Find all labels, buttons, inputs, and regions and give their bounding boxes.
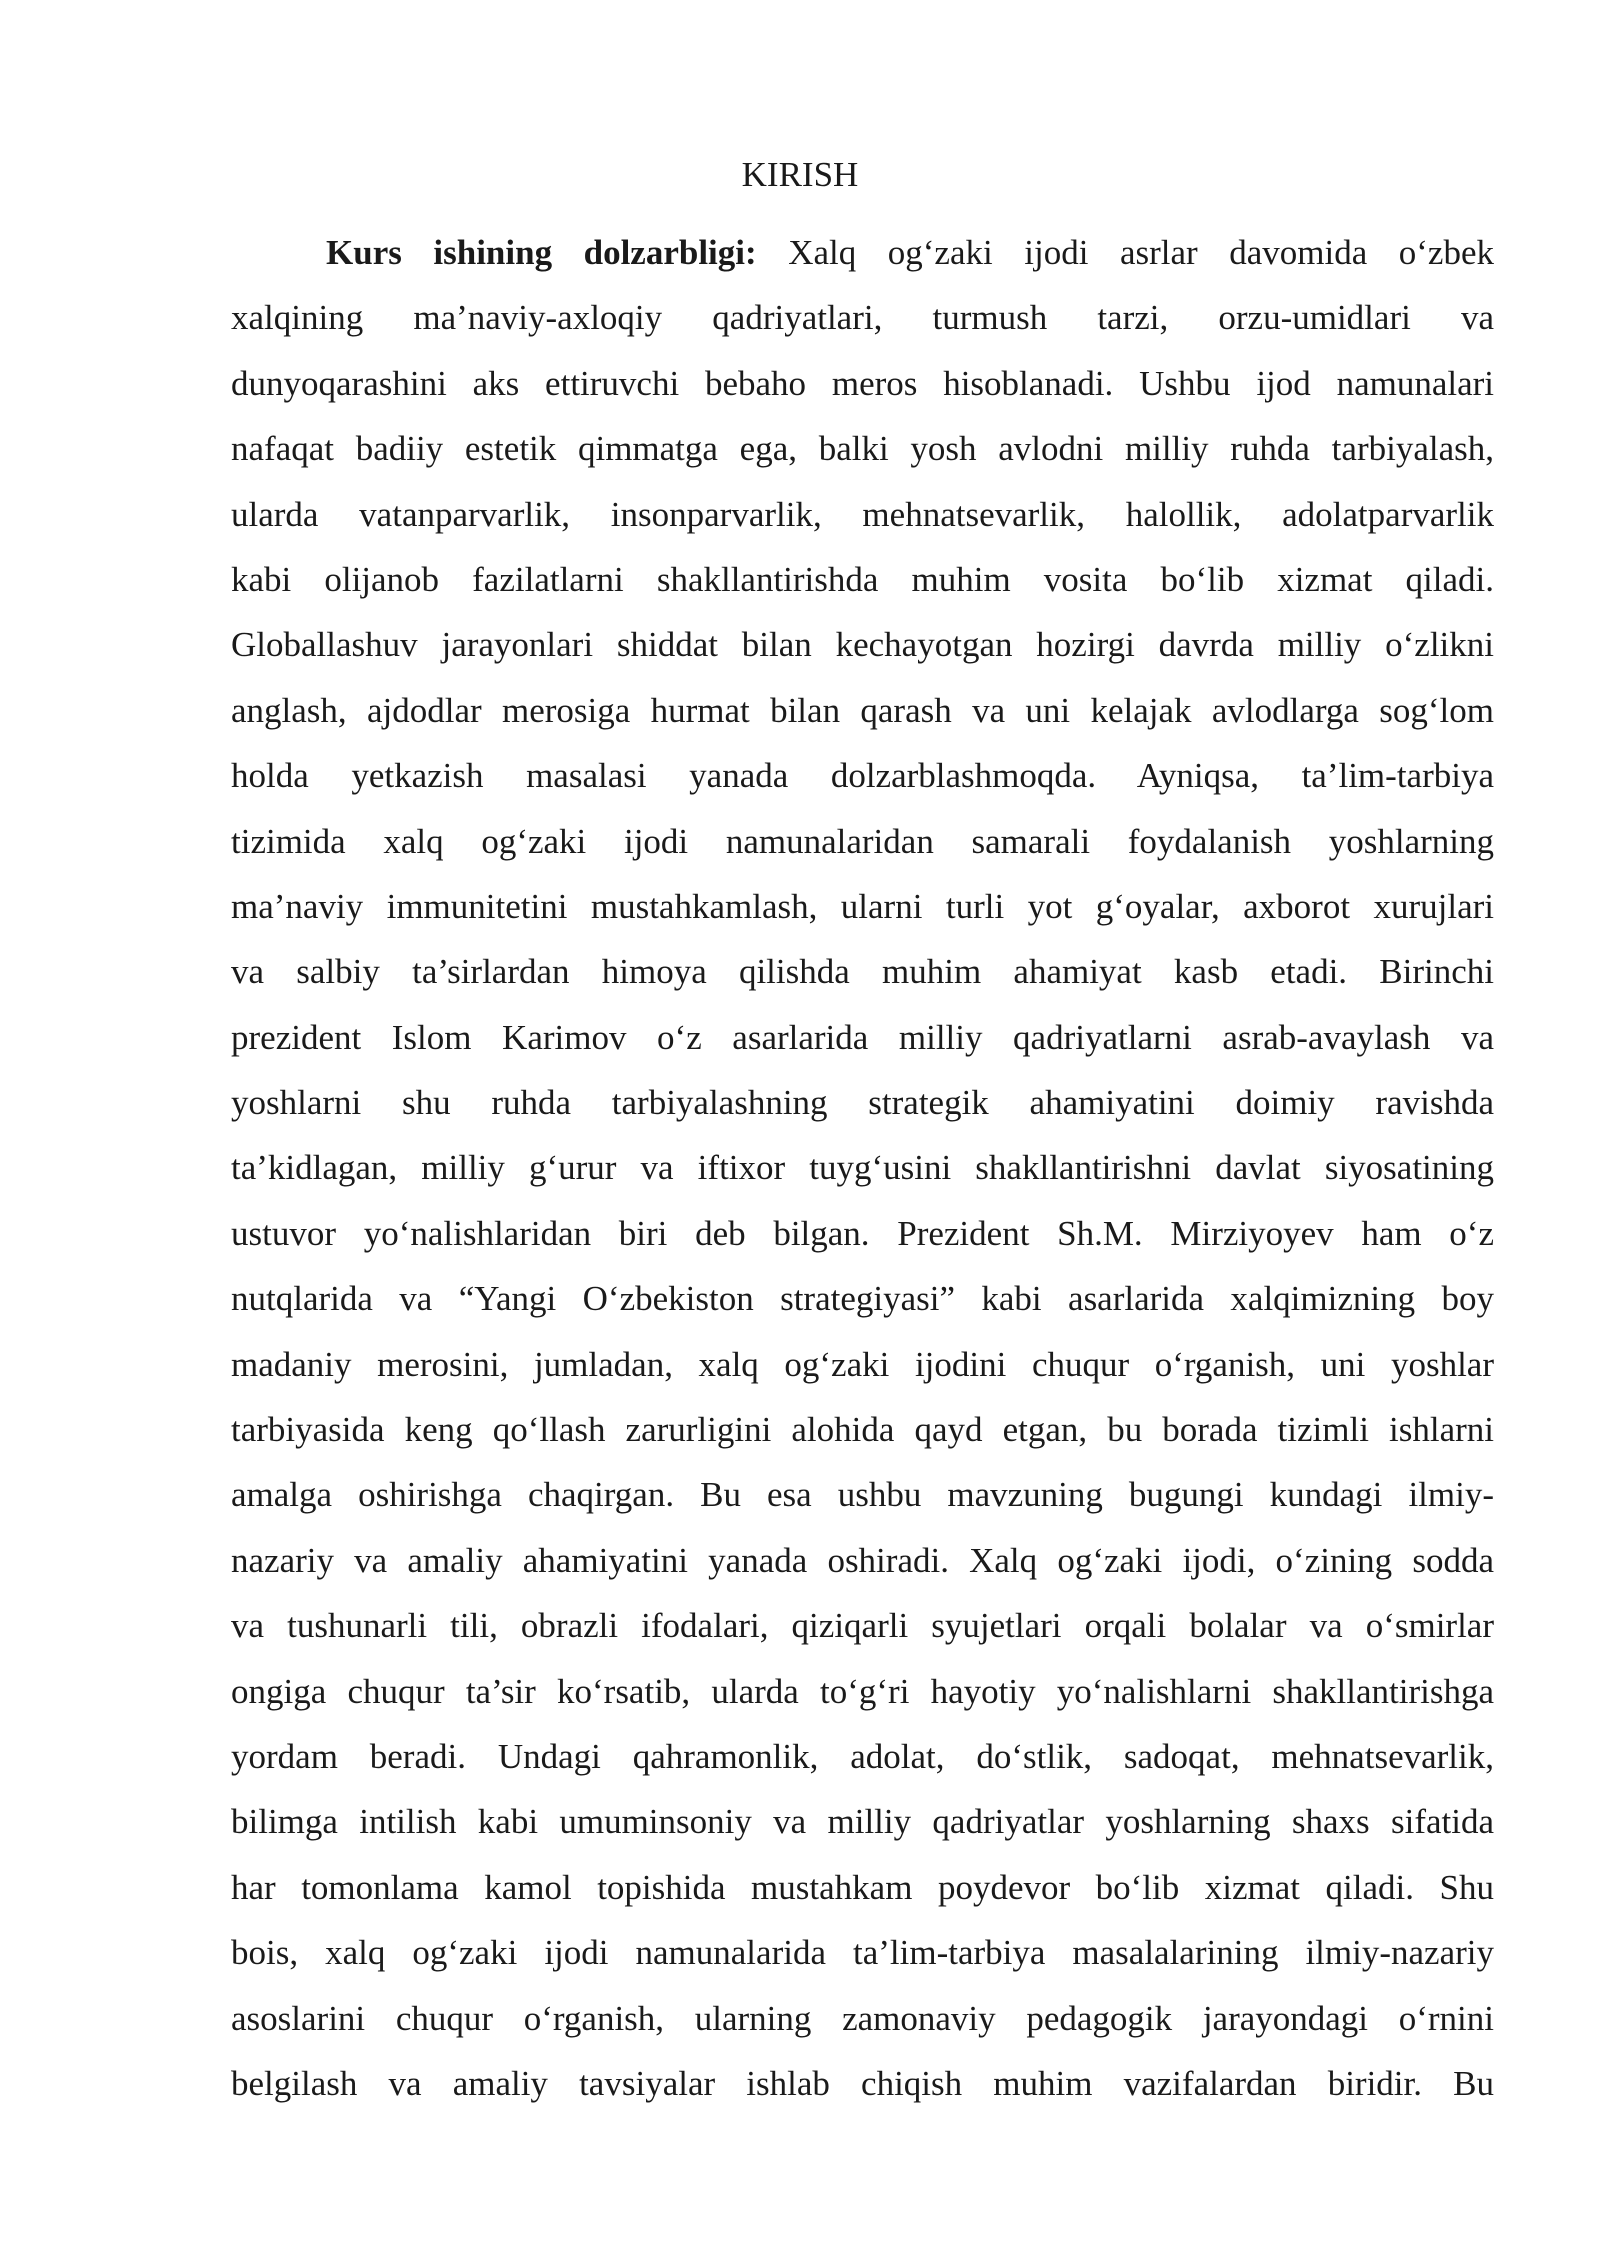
paragraph-line: asoslarini chuqur o‘rganish, ularning zamonaviy pedagogik jarayondagi o‘rnini xyxy=(231,1998,1494,2038)
paragraph-line: har tomonlama kamol topishida mustahkam poydevor bo‘lib xizmat qiladi. Shu xyxy=(231,1867,1494,1907)
paragraph-line: amalga oshirishga chaqirgan. Bu esa ushbu mavzuning bugungi kundagi ilmiy- xyxy=(231,1475,1494,1515)
paragraph-line: tizimida xalq og‘zaki ijodi namunalaridan samarali foydalanish yoshlarning xyxy=(231,821,1494,861)
paragraph-line: nafaqat badiiy estetik qimmatga ega, balki yosh avlodni milliy ruhda tarbiyalash, xyxy=(231,429,1494,469)
paragraph-line: xalqining ma’naviy-axloqiy qadriyatlari, turmush tarzi, orzu-umidlari va xyxy=(231,298,1494,338)
paragraph-line: kabi olijanob fazilatlarni shakllantirishda muhim vosita bo‘lib xizmat qiladi. xyxy=(231,559,1494,599)
paragraph-line: Globallashuv jarayonlari shiddat bilan kechayotgan hozirgi davrda milliy o‘zlikni xyxy=(231,625,1494,665)
paragraph-line: ongiga chuqur ta’sir ko‘rsatib, ularda to‘g‘ri hayotiy yo‘nalishlarni shakllantirishga xyxy=(231,1671,1494,1711)
paragraph-line: yordam beradi. Undagi qahramonlik, adolat, do‘stlik, sadoqat, mehnatsevarlik, xyxy=(231,1736,1494,1776)
paragraph-line: belgilash va amaliy tavsiyalar ishlab chiqish muhim vazifalardan biridir. Bu xyxy=(231,2063,1494,2103)
paragraph-line: nazariy va amaliy ahamiyatini yanada oshiradi. Xalq og‘zaki ijodi, o‘zining sodda xyxy=(231,1540,1494,1580)
paragraph-line: ustuvor yo‘nalishlaridan biri deb bilgan. Prezident Sh.M. Mirziyoyev ham o‘z xyxy=(231,1213,1494,1253)
paragraph-line: tarbiyasida keng qo‘llash zarurligini alohida qayd etgan, bu borada tizimli ishlarni xyxy=(231,1410,1494,1450)
paragraph-line: dunyoqarashini aks ettiruvchi bebaho meros hisoblanadi. Ushbu ijod namunalari xyxy=(231,363,1494,403)
paragraph-line xyxy=(231,229,1494,294)
paragraph-line: anglash, ajdodlar merosiga hurmat bilan qarash va uni kelajak avlodlarga sog‘lom xyxy=(231,690,1494,730)
paragraph-line-text: Xalq og‘zaki ijodi asrlar davomida o‘zbek xyxy=(756,233,1494,272)
paragraph-line: bilimga intilish kabi umuminsoniy va milliy qadriyatlar yoshlarning shaxs sifatida xyxy=(231,1802,1494,1842)
paragraph-line: va salbiy ta’sirlardan himoya qilishda muhim ahamiyat kasb etadi. Birinchi xyxy=(231,952,1494,992)
page-heading: KIRISH xyxy=(741,155,859,194)
paragraph-line: nutqlarida va “Yangi O‘zbekiston strategiyasi” kabi asarlarida xalqimizning boy xyxy=(231,1279,1494,1319)
paragraph-line: holda yetkazish masalasi yanada dolzarblashmoqda. Ayniqsa, ta’lim-tarbiya xyxy=(231,756,1494,796)
paragraph-line: ularda vatanparvarlik, insonparvarlik, mehnatsevarlik, halollik, adolatparvarlik xyxy=(231,494,1494,534)
body-paragraph xyxy=(231,229,1494,2125)
paragraph-lead: Kurs ishining dolzarbligi: xyxy=(326,233,757,272)
paragraph-line: yoshlarni shu ruhda tarbiyalashning strategik ahamiyatini doimiy ravishda xyxy=(231,1083,1494,1123)
paragraph-line: prezident Islom Karimov o‘z asarlarida milliy qadriyatlarni asrab-avaylash va xyxy=(231,1017,1494,1057)
paragraph-line: ta’kidlagan, milliy g‘urur va iftixor tuyg‘usini shakllantirishni davlat siyosatining xyxy=(231,1148,1494,1188)
paragraph-line: va tushunarli tili, obrazli ifodalari, qiziqarli syujetlari orqali bolalar va o‘smirlar xyxy=(231,1606,1494,1646)
paragraph-line: ma’naviy immunitetini mustahkamlash, ularni turli yot g‘oyalar, axborot xurujlari xyxy=(231,886,1494,926)
paragraph-line: madaniy merosini, jumladan, xalq og‘zaki ijodini chuqur o‘rganish, uni yoshlar xyxy=(231,1344,1494,1384)
paragraph-line: bois, xalq og‘zaki ijodi namunalarida ta’lim-tarbiya masalalarining ilmiy-nazariy xyxy=(231,1933,1494,1973)
